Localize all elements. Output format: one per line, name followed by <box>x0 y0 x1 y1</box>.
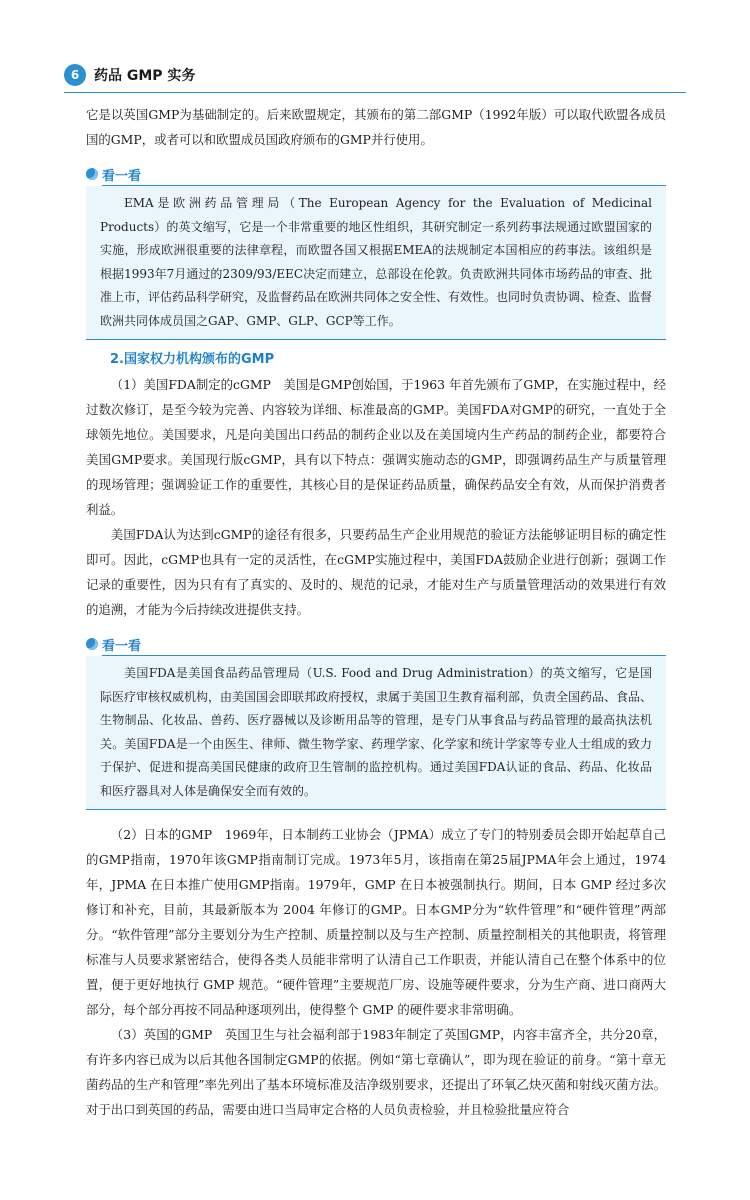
eye-bullet-icon <box>86 638 98 650</box>
page-body <box>86 102 666 1122</box>
intro-paragraph: 它是以英国GMP为基础制定的。后来欧盟规定，其颁布的第二部GMP（1992年版）可以取代欧盟各成员国的GMP，或者可以和欧盟成员国政府颁布的GMP并行使用。 <box>86 107 666 147</box>
sidebar-heading-label: 看一看 <box>102 168 142 184</box>
paragraph-uk-gmp: （3）英国的GMP 英国卫生与社会福利部于1983年制定了英国GMP，内容丰富齐全，共分20章，有许多内容已成为以后其他各国制定GMP的依据。例如“第七章确认”，即为现在验证的前身。“第十章无菌药品的生产和管理”率先列出了基本环境标准及洁净级别要求，还提出了环氧乙炔灭菌和射线灭菌方法。对于出口到英国的药品，需要由进口当局审定合格的人员负责检验，并且检验批量应符合 <box>86 1027 666 1117</box>
sidebar-text: 美国FDA是美国食品药品管理局（U.S. Food and Drug Administration）的英文缩写，它是国际医疗审核权威机构，由美国国会即联邦政府授权，隶属于美国卫生教育福利部，负责全国药品、食品、生物制品、化妆品、兽药、医疗器械以及诊断用品等的管理，是专门从事食品与药品管理的最高执法机关。美国FDA是一个由医生、律师、微生物学家、药理学家、化学家和统计学家等专业人士组成的致力于保护、促进和提高美国民健康的政府卫生管制的监控机构。通过美国FDA认证的食品、药品、化妆品和医疗器具对人体是确保安全而有效的。 <box>100 666 653 798</box>
sidebar-heading <box>86 163 666 185</box>
sidebar-heading <box>86 633 666 655</box>
header-divider <box>64 92 686 93</box>
sidebar-box-fda <box>86 656 666 810</box>
sidebar-heading-label: 看一看 <box>102 638 142 654</box>
spacer <box>86 810 666 822</box>
paragraph-japan-gmp: （2）日本的GMP 1969年，日本制药工业协会（JPMA）成立了专门的特别委员会即开始起草自己的GMP指南，1970年该GMP指南制订完成。1973年5月，该指南在第25届JPMA年会上通过，1974年，JPMA 在日本推广使用GMP指南。1979年，GMP 在日本被强制执行。期间，日本 GMP 经过多次修订和补充，目前，其最新版本为 2004 年修订的GMP。日本GMP分为“软件管理”和“硬件管理”两部分。“软件管理”部分主要划分为生产控制、质量控制以及与生产控制、质量控制相关的其他职责，将管理标准与人员要求紧密结合，使得各类人员能非常明了认清自己工作职责，并能认清自己在整个体系中的位置，便于更好地执行 GMP 规范。“硬件管理”主要规范厂房、设施等硬件要求，分为生产商、进口商两大部分，每个部分再按不同品种逐项列出，使得整个 GMP 的硬件要求非常明确。 <box>86 827 666 1017</box>
sidebar-text: EMA是欧洲药品管理局（The European Agency for the Evaluation of Medicinal Products）的英文缩写，它是一个非常重要的地区性组织，其研究制定一系列药事法规通过欧盟国家的实施，形成欧洲很重要的法律章程，而欧盟各国又根据EMEA的法规制定本国相应的药事法。该组织是根据1993年7月通过的2309/93/EEC决定而建立，总部设在伦敦。负责欧洲共同体市场药品的审查、批准上市，评估药品科学研究，及监督药品在欧洲共同体之安全性、有效性。也同时负责协调、检查、监督欧洲共同体成员国之GAP、GMP、GLP、GCP等工作。 <box>100 196 653 328</box>
paragraph-usa-cgmp: （1）美国FDA制定的cGMP 美国是GMP创始国，于1963 年首先颁布了GMP，在实施过程中，经过数次修订，是至今较为完善、内容较为详细、标准最高的GMP。美国FDA对GMP的研究，一直处于全球领先地位。美国要求，凡是向美国出口药品的制药企业以及在美国境内生产药品的制药企业，都要符合美国GMP要求。美国现行版cGMP，具有以下特点：强调实施动态的GMP，即强调药品生产与质量管理的现场管理；强调验证工作的重要性，其核心目的是保证药品质量，确保药品安全有效，从而保护消费者利益。 <box>86 377 666 517</box>
running-title: 药品 GMP 实务 <box>94 68 196 84</box>
page-number-badge: 6 <box>64 64 86 86</box>
section-heading: 2.国家权力机构颁布的GMP <box>110 352 275 367</box>
paragraph-usa-fda: 美国FDA认为达到cGMP的途径有很多，只要药品生产企业用规范的验证方法能够证明目标的确定性即可。因此，cGMP也具有一定的灵活性，在cGMP实施过程中，美国FDA鼓励企业进行创新；强调工作记录的重要性，因为只有有了真实的、及时的、规范的记录，才能对生产与质量管理活动的效果进行有效的追溯，才能为今后持续改进提供支持。 <box>86 527 666 617</box>
sidebar-box-ema <box>86 186 666 340</box>
running-header <box>64 64 195 86</box>
eye-bullet-icon <box>86 168 98 180</box>
